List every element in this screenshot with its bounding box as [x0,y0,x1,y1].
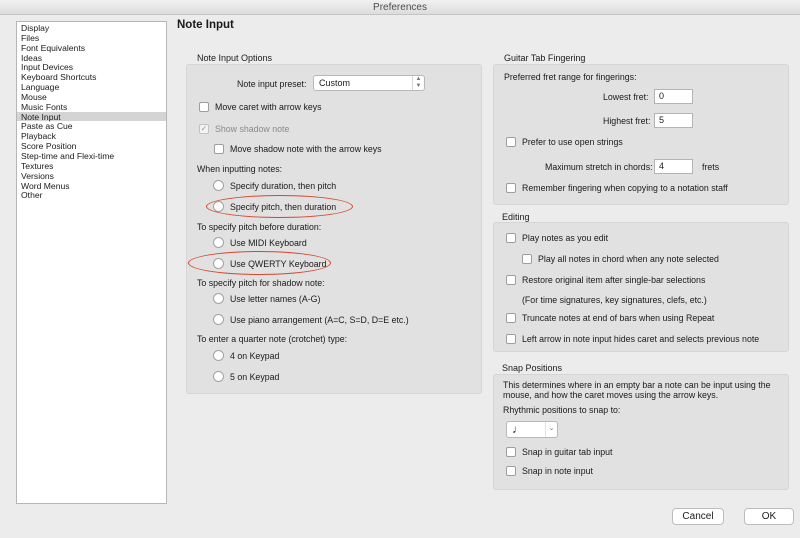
sidebar-item-keyboard-shortcuts[interactable]: Keyboard Shortcuts [21,72,97,83]
rhythmic-positions-select[interactable] [506,421,558,438]
play-notes-label: Play notes as you edit [522,233,609,243]
sidebar-item-language[interactable]: Language [21,82,60,93]
ok-button[interactable]: OK [744,508,794,525]
show-shadow-option[interactable] [199,124,289,134]
sidebar-item-other[interactable]: Other [21,190,43,201]
sidebar-item-input-devices[interactable]: Input Devices [21,62,74,73]
sidebar-item-playback[interactable]: Playback [21,131,56,142]
play-notes-option[interactable] [506,233,608,243]
move-caret-option[interactable] [199,102,322,112]
preset-value: Custom [319,78,351,88]
use-midi-radio[interactable] [213,237,224,248]
quarter-note-icon: ♩ [512,422,524,436]
letter-names-label: Use letter names (A-G) [230,293,321,304]
play-all-chord-option[interactable] [522,254,719,264]
show-shadow-checkbox[interactable]: ✓ [200,124,208,133]
snap-description-line-2: mouse, and how the caret moves using the arrow keys. [503,390,719,400]
four-keypad-label: 4 on Keypad [230,350,280,361]
select-arrows-icon: ▲ ▼ [412,76,424,90]
page-title: Note Input [177,19,234,31]
snap-guitar-label: Snap in guitar tab input [522,447,613,457]
sidebar-item-versions[interactable]: Versions [21,170,54,181]
open-strings-option[interactable] [506,137,623,147]
move-shadow-label: Move shadow note with the arrow keys [230,144,382,154]
frets-unit-label: frets [702,162,720,172]
preset-label: Note input preset: [237,79,307,89]
play-notes-checkbox[interactable] [506,233,516,243]
quarter-note-label: To enter a quarter note (crotchet) type: [197,334,348,344]
sidebar-item-files[interactable]: Files [21,32,40,43]
show-shadow-label: Show shadow note [215,124,290,134]
lowest-fret-input[interactable]: 0 [654,89,693,104]
five-keypad-radio[interactable] [213,371,224,382]
when-inputting-label: When inputting notes: [197,164,283,174]
duration-then-pitch-option[interactable] [213,180,336,191]
pitch-for-shadow-label: To specify pitch for shadow note: [197,278,325,288]
left-arrow-label: Left arrow in note input hides caret and selects previous note [522,334,760,344]
duration-then-pitch-label: Specify duration, then pitch [230,180,337,191]
use-qwerty-label: Use QWERTY Keyboard [230,258,327,269]
restore-original-option[interactable] [506,275,705,285]
cancel-button[interactable]: Cancel [672,508,724,525]
pitch-before-duration-label: To specify pitch before duration: [197,222,322,232]
sidebar-item-music-fonts[interactable]: Music Fonts [21,101,68,112]
snap-guitar-checkbox[interactable] [506,447,516,457]
snap-guitar-option[interactable] [506,447,612,457]
max-stretch-label: Maximum stretch in chords: [545,162,653,172]
sidebar-item-ideas[interactable]: Ideas [21,52,43,63]
highlight-ellipse-pitch-duration [206,195,353,218]
sidebar-item-mouse[interactable]: Mouse [21,91,47,102]
note-input-options-title: Note Input Options [197,53,273,63]
editing-title: Editing [502,212,530,222]
chevron-down-icon: ⌄ [545,422,557,437]
four-keypad-radio[interactable] [213,350,224,361]
sidebar-item-font-equivalents[interactable]: Font Equivalents [21,42,86,53]
remember-fingering-label: Remember fingering when copying to a notation staff [522,183,728,193]
guitar-tab-title: Guitar Tab Fingering [504,53,586,63]
left-arrow-option[interactable] [506,334,759,344]
max-stretch-input[interactable]: 4 [654,159,693,174]
sidebar-item-display[interactable]: Display [21,23,50,33]
letter-names-option[interactable] [213,293,320,304]
pitch-then-duration-label: Specify pitch, then duration [230,201,337,212]
restore-original-label: Restore original item after single-bar selections [522,275,706,285]
use-midi-option[interactable] [213,237,307,248]
use-midi-label: Use MIDI Keyboard [230,237,307,248]
open-strings-label: Prefer to use open strings [522,137,623,147]
piano-arrangement-radio[interactable] [213,314,224,325]
sidebar-item-step-time[interactable]: Step-time and Flexi-time [21,150,115,161]
duration-then-pitch-radio[interactable] [213,180,224,191]
move-shadow-option[interactable] [214,144,382,154]
preset-select[interactable] [313,75,425,91]
sidebar-item-paste-as-cue[interactable]: Paste as Cue [21,121,73,132]
letter-names-radio[interactable] [213,293,224,304]
snap-note-option[interactable] [506,466,593,476]
four-keypad-option[interactable] [213,350,279,361]
snap-positions-title: Snap Positions [502,363,563,373]
snap-note-label: Snap in note input [522,466,593,476]
play-all-chord-checkbox[interactable] [522,254,532,264]
highest-fret-input[interactable]: 5 [654,113,693,128]
five-keypad-option[interactable] [213,371,279,382]
category-list[interactable] [16,21,167,504]
restore-original-checkbox[interactable] [506,275,516,285]
window-title: Preferences [0,0,800,15]
remember-fingering-option[interactable] [506,183,728,193]
lowest-fret-label: Lowest fret: [603,92,649,102]
highest-fret-label: Highest fret: [603,116,651,126]
truncate-notes-label: Truncate notes at end of bars when using Repeat [522,313,715,323]
move-shadow-checkbox[interactable] [214,144,224,154]
truncate-notes-checkbox[interactable] [506,313,516,323]
left-arrow-checkbox[interactable] [506,334,516,344]
play-all-chord-label: Play all notes in chord when any note selected [538,254,719,264]
fret-range-label: Preferred fret range for fingerings: [504,72,637,82]
highlight-ellipse-qwerty [188,251,331,275]
piano-arrangement-option[interactable] [213,314,409,325]
remember-fingering-checkbox[interactable] [506,183,516,193]
restore-note-label: (For time signatures, key signatures, clefs, etc.) [522,295,707,305]
five-keypad-label: 5 on Keypad [230,371,280,382]
truncate-notes-option[interactable] [506,313,714,323]
rhythmic-positions-label: Rhythmic positions to snap to: [503,405,621,415]
snap-description-line-1: This determines where in an empty bar a note can be input using the [503,380,771,390]
sidebar-item-word-menus[interactable]: Word Menus [21,180,70,191]
move-caret-label: Move caret with arrow keys [215,102,322,112]
sidebar-item-note-input[interactable]: Note Input [17,112,166,122]
open-strings-checkbox[interactable] [506,137,516,147]
piano-arrangement-label: Use piano arrangement (A=C, S=D, D=E etc.) [230,314,409,325]
move-caret-checkbox[interactable] [199,102,209,112]
sidebar-item-score-position[interactable]: Score Position [21,141,77,152]
sidebar-item-textures[interactable]: Textures [21,160,54,171]
snap-note-checkbox[interactable] [506,466,516,476]
